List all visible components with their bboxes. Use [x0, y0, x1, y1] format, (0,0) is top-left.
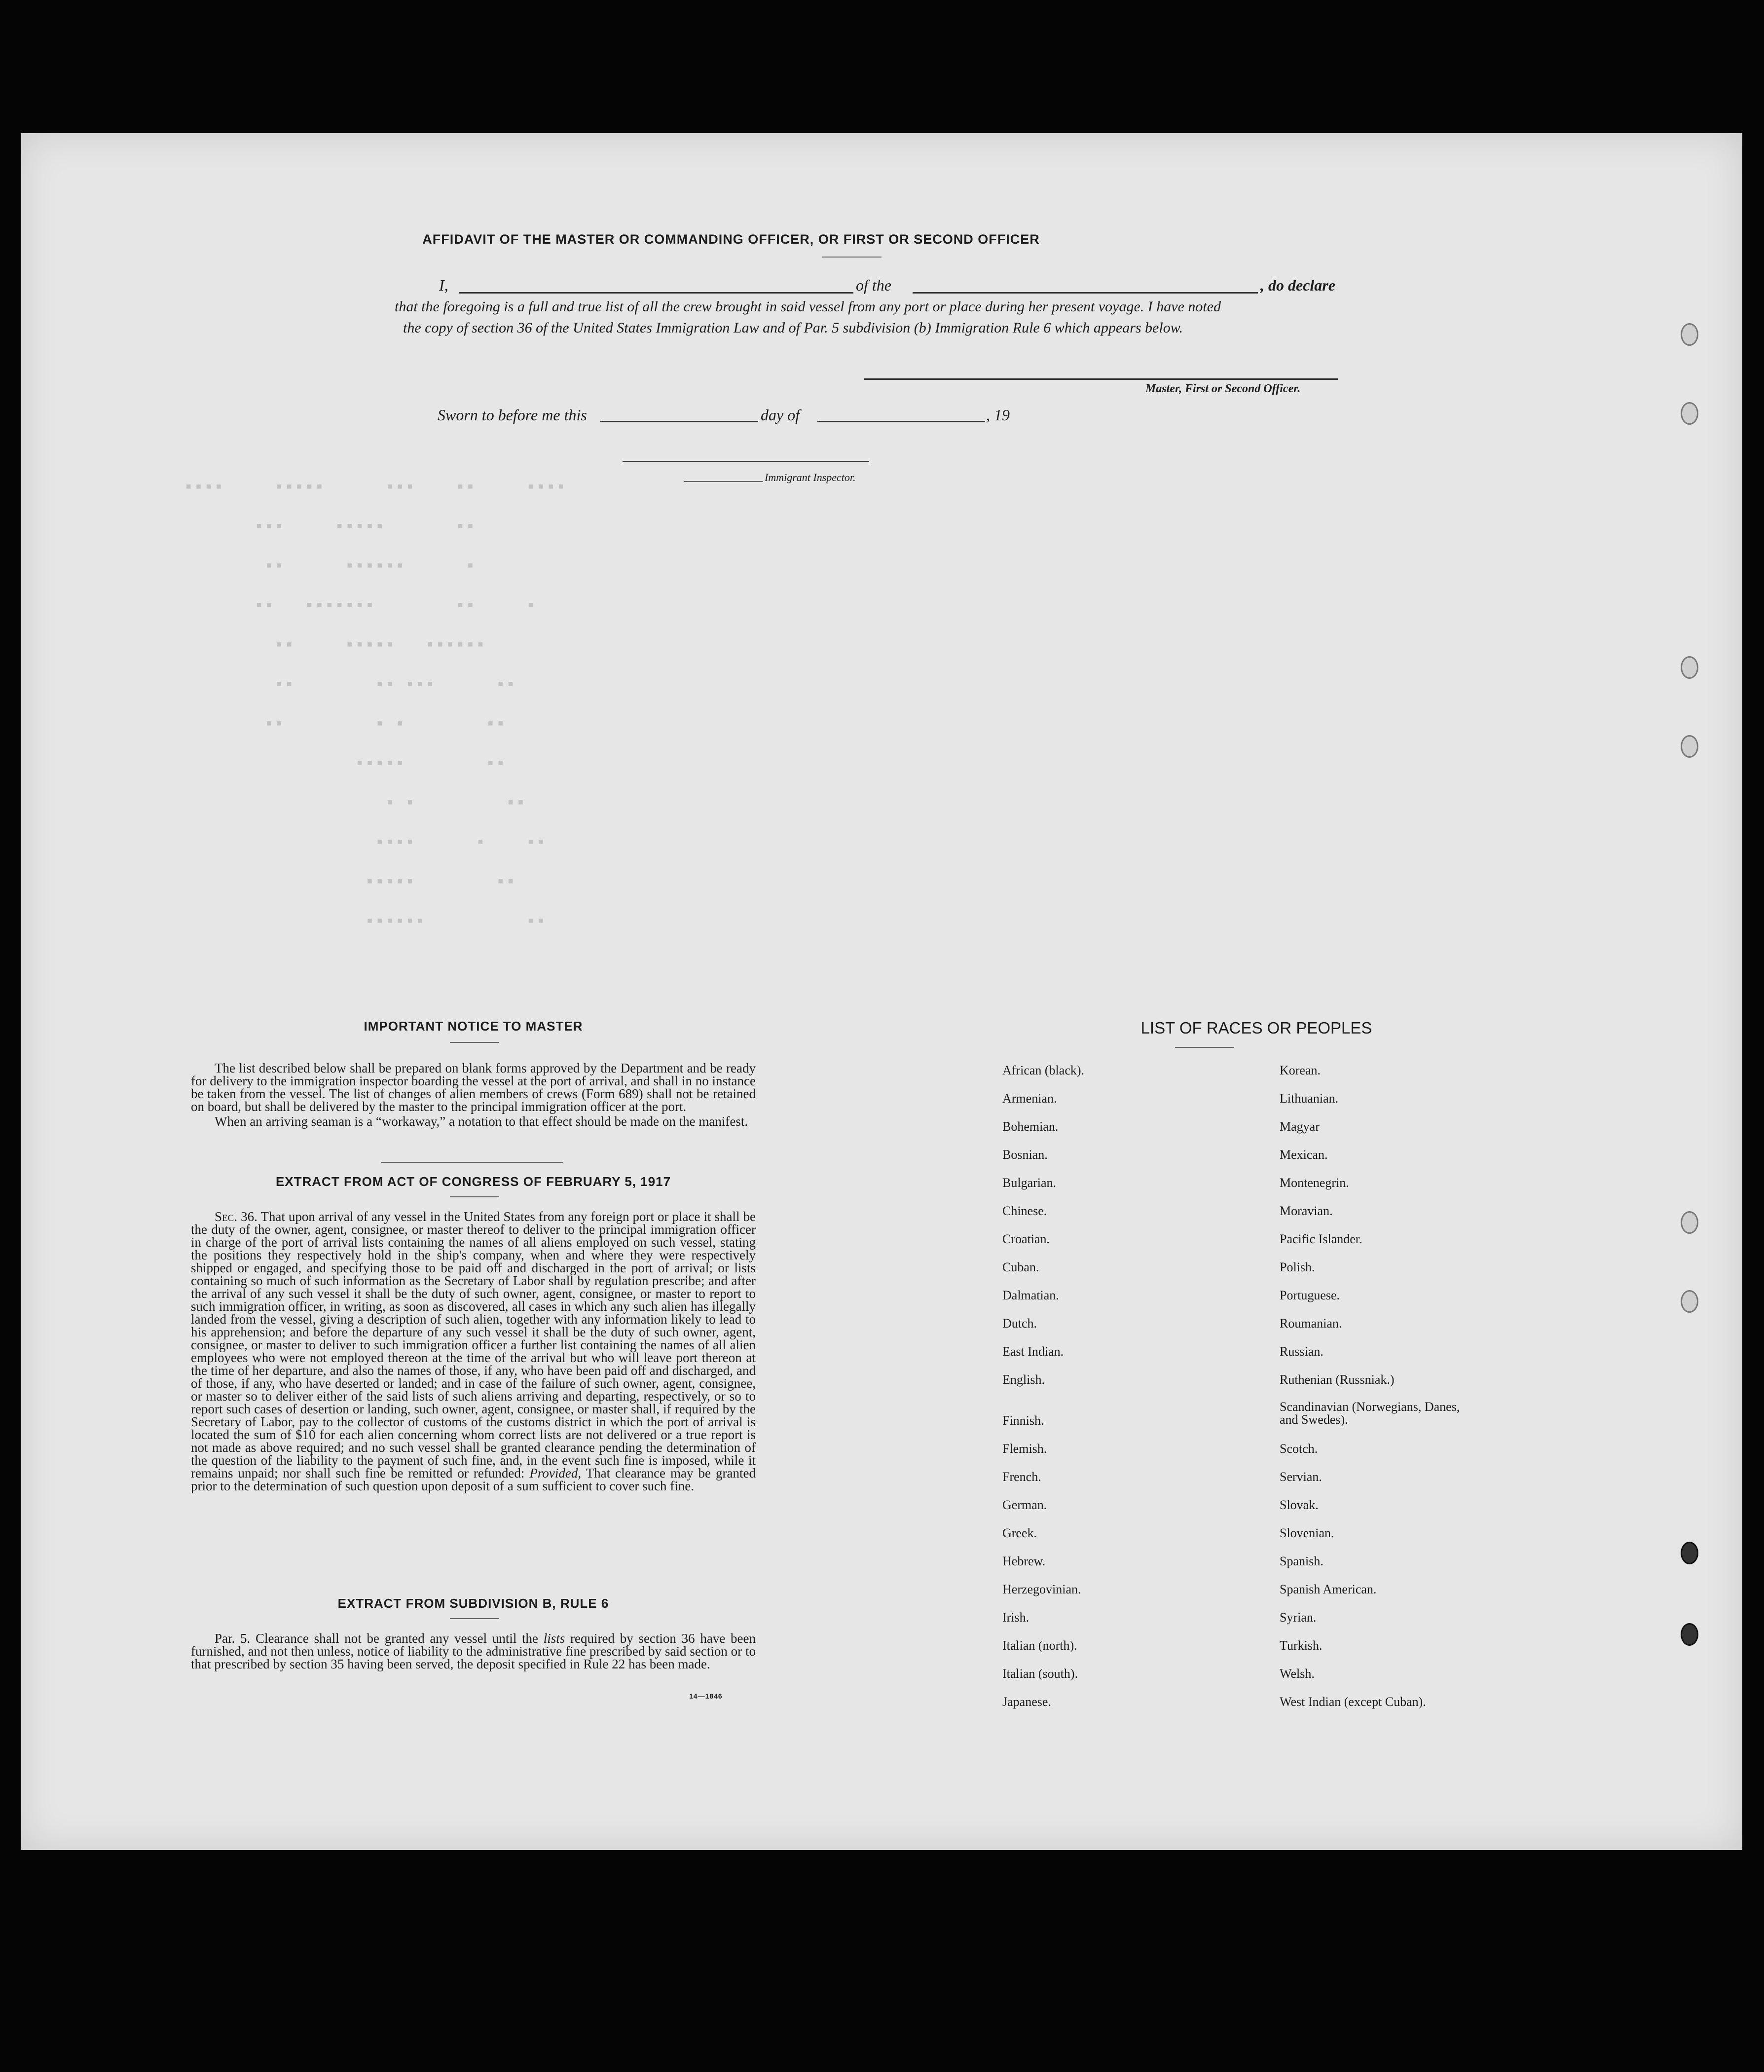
sworn-label: Sworn to before me this: [438, 406, 587, 424]
race-item: Hebrew.: [1002, 1554, 1046, 1568]
race-item: Chinese.: [1002, 1204, 1047, 1218]
race-item: Roumanian.: [1280, 1316, 1342, 1331]
extract-act-title: EXTRACT FROM ACT OF CONGRESS OF FEBRUARY 5, 1917: [275, 1174, 671, 1189]
notice-title: IMPORTANT NOTICE TO MASTER: [364, 1019, 583, 1034]
title-divider: [822, 257, 882, 258]
extract-act-divider: [450, 1196, 499, 1197]
race-item: Russian.: [1280, 1344, 1323, 1359]
rule-lists-word: lists: [543, 1631, 565, 1646]
punch-hole: [1681, 1542, 1698, 1564]
race-item: Bosnian.: [1002, 1147, 1048, 1162]
race-item: East Indian.: [1002, 1344, 1064, 1359]
race-item: Ruthenian (Russniak.): [1280, 1372, 1395, 1387]
race-item: West Indian (except Cuban).: [1280, 1695, 1426, 1709]
race-item: Servian.: [1280, 1470, 1322, 1484]
race-item: Scotch.: [1280, 1442, 1318, 1456]
race-item: Italian (south).: [1002, 1666, 1078, 1681]
race-item: Bohemian.: [1002, 1119, 1059, 1134]
race-item: Montenegrin.: [1280, 1176, 1349, 1190]
affidavit-do-declare: , do declare: [1260, 276, 1335, 294]
punch-hole: [1681, 323, 1698, 346]
day-of-label: day of: [761, 406, 800, 424]
extract-rule-title: EXTRACT FROM SUBDIVISION B, RULE 6: [337, 1596, 609, 1611]
races-divider: [1175, 1047, 1234, 1048]
race-item: Cuban.: [1002, 1260, 1039, 1274]
affidavit-line-1: [439, 276, 1376, 296]
inspector-signature-line[interactable]: [623, 461, 869, 462]
race-item: Syrian.: [1280, 1610, 1317, 1625]
race-item: Portuguese.: [1280, 1288, 1340, 1302]
race-item: English.: [1002, 1372, 1045, 1387]
race-item: Spanish American.: [1280, 1582, 1377, 1596]
extract-rule-divider: [450, 1618, 499, 1619]
punch-hole: [1681, 1211, 1698, 1234]
race-item: Moravian.: [1280, 1204, 1333, 1218]
race-item: Welsh.: [1280, 1666, 1315, 1681]
provided-word: Provided,: [529, 1466, 582, 1480]
race-item: Turkish.: [1280, 1638, 1323, 1653]
affidavit-of-the: of the: [856, 276, 891, 294]
extract-act-body: [191, 1210, 756, 1492]
section-text: That upon arrival of any vessel in the United States from any foreign port or place it shall be the duty of the owner, agent, consignee, or master thereof to deliver to the principal immigration officer in charge of the port of arrival lists containing the names of all aliens employed on such vessel, stating the positions they respectively hold in the ship's company, when and where they were respectively shipped or engaged, and specifying those to be paid off and discharged in the port of arrival; or lists containing so much of such information as the Secretary of Labor shall by regulation prescribe; and after the arrival of any such vessel it shall be the duty of such owner, agent, consignee, or master to report to such immigration officer, in writing, as soon as discovered, all cases in which any such alien has illegally landed from the vessel, giving a description of such alien, together with any information likely to lead to his apprehension; and before the departure of any such vessel it shall be the duty of such owner, agent, consignee, or master to deliver to such immigration officer a further list containing the names of all alien employees who were not employed thereon at the time of the arrival but who will leave port thereon at the time of her departure, and also the names of those, if any, who have been paid off and discharged, and of those, if any, who have deserted or landed; and in case of the failure of such owner, agent, consignee, or master so to deliver either of the said lists of such aliens arriving and departing, respectively, or so to report such cases of desertion or landing, such owner, agent, consignee, or master shall, if required by the Secretary of Labor, pay to the collector of customs of the customs district in which the port of arrival is located the sum of $10 for each alien concerning whom correct lists are not delivered or a true report is not made as above required; and no such vessel shall be granted clearance pending the determination of the question of the liability to the payment of such fine, and, in the event such fine is imposed, while it remains unpaid; nor shall such fine be remitted or refunded:: [191, 1209, 756, 1480]
race-item: Dalmatian.: [1002, 1288, 1059, 1302]
punch-hole: [1681, 1623, 1698, 1646]
race-item: Finnish.: [1002, 1413, 1044, 1428]
race-item: Herzegovinian.: [1002, 1582, 1081, 1596]
vessel-blank[interactable]: [913, 292, 1258, 294]
affidavit-line-3: the copy of section 36 of the United States Immigration Law and of Par. 5 subdivision (b) Immigration Rule 6 which appears below.: [403, 320, 1183, 336]
race-item: Irish.: [1002, 1610, 1029, 1625]
races-title: LIST OF RACES OR PEOPLES: [1140, 1019, 1372, 1037]
race-item: Croatian.: [1002, 1232, 1050, 1246]
sworn-month-blank[interactable]: [817, 421, 985, 422]
inspector-short-line: [684, 481, 763, 482]
notice-paragraph-2: When an arriving seaman is a “workaway,” a notation to that effect should be made on the manifest.: [215, 1114, 748, 1129]
race-item: Scandinavian (Norwegians, Danes, and Swedes).: [1280, 1400, 1460, 1427]
manifest-back-page: [21, 133, 1742, 1850]
race-item: Slovak.: [1280, 1498, 1319, 1512]
rule-pre: Par. 5. Clearance shall not be granted any vessel until the: [215, 1631, 539, 1646]
race-item: Armenian.: [1002, 1091, 1057, 1106]
punch-hole: [1681, 402, 1698, 425]
punch-hole: [1681, 735, 1698, 758]
inspector-caption: Immigrant Inspector.: [765, 471, 856, 483]
sworn-line: [438, 406, 1029, 426]
sworn-day-blank[interactable]: [600, 421, 758, 422]
race-item: Bulgarian.: [1002, 1176, 1057, 1190]
race-item: Lithuanian.: [1280, 1091, 1339, 1106]
notice-divider: [450, 1042, 499, 1043]
race-item: Mexican.: [1280, 1147, 1328, 1162]
master-signature-line[interactable]: [864, 378, 1338, 380]
race-item: Greek.: [1002, 1526, 1037, 1540]
race-item: African (black).: [1002, 1063, 1085, 1077]
race-item: Italian (north).: [1002, 1638, 1077, 1653]
race-item: French.: [1002, 1470, 1041, 1484]
race-item: Pacific Islander.: [1280, 1232, 1362, 1246]
affidavit-i: I,: [439, 276, 448, 294]
section-divider-1: [381, 1162, 563, 1163]
affidavit-title: AFFIDAVIT OF THE MASTER OR COMMANDING OFFICER, OR FIRST OR SECOND OFFICER: [422, 232, 1040, 247]
rule-post: required by section 36 have been furnished, and not then unless, notice of liability to the administrative fine prescribed by said section or to that prescribed by section 35 having been served, the deposit specified in Rule 22 has been made.: [191, 1631, 756, 1671]
race-item: Japanese.: [1002, 1695, 1051, 1709]
extract-rule-body: [191, 1632, 756, 1670]
race-item: Polish.: [1280, 1260, 1315, 1274]
notice-paragraph-1: The list described below shall be prepared on blank forms approved by the Department and be ready for delivery to the immigration inspector boarding the vessel at the port of arrival, and shall in no instance be taken from the vessel. The list of changes of alien members of crews (Form 689) shall not be retained on board, but shall be delivered by the master to the principal immigration officer at the port.: [191, 1061, 756, 1114]
race-item: German.: [1002, 1498, 1047, 1512]
section-label: Sec. 36.: [215, 1209, 257, 1224]
race-item: Flemish.: [1002, 1442, 1047, 1456]
bleed-through-texture: ▪▪▪▪ ▪▪▪▪▪ ▪▪▪ ▪▪ ▪▪▪▪ ▪▪▪ ▪▪▪▪▪ ▪▪ ▪▪ ▪▪▪▪▪▪ ▪ ▪▪ ▪▪▪▪▪▪▪ ▪▪ ▪ ▪▪ ▪▪▪▪▪ ▪▪▪▪▪▪ ▪▪ ▪▪ ▪▪▪ ▪▪ ▪▪ ▪ ▪ ▪▪ ▪▪▪▪▪ ▪▪ ▪ ▪ ▪▪ ▪▪▪▪ ▪ ▪▪ ▪▪▪▪▪ ▪▪ ▪▪▪▪▪▪ ▪▪: [184, 479, 566, 931]
form-number: 14—1846: [689, 1692, 723, 1700]
punch-hole: [1681, 1290, 1698, 1313]
race-item: Korean.: [1280, 1063, 1321, 1077]
notice-body: [191, 1062, 756, 1128]
year-label: , 19: [986, 406, 1010, 424]
race-item: Slovenian.: [1280, 1526, 1334, 1540]
affidavit-line-2: that the foregoing is a full and true list of all the crew brought in said vessel from any port or place during her present voyage. I have noted: [395, 298, 1221, 315]
race-item: Dutch.: [1002, 1316, 1037, 1331]
name-blank[interactable]: [459, 292, 853, 294]
section-tail: That clearance may be granted prior to the determination of such question upon deposit of a sum sufficient to cover such fine.: [191, 1466, 756, 1493]
master-caption: Master, First or Second Officer.: [1145, 382, 1301, 395]
race-item: Magyar: [1280, 1119, 1320, 1134]
race-item: Spanish.: [1280, 1554, 1323, 1568]
punch-hole: [1681, 656, 1698, 679]
